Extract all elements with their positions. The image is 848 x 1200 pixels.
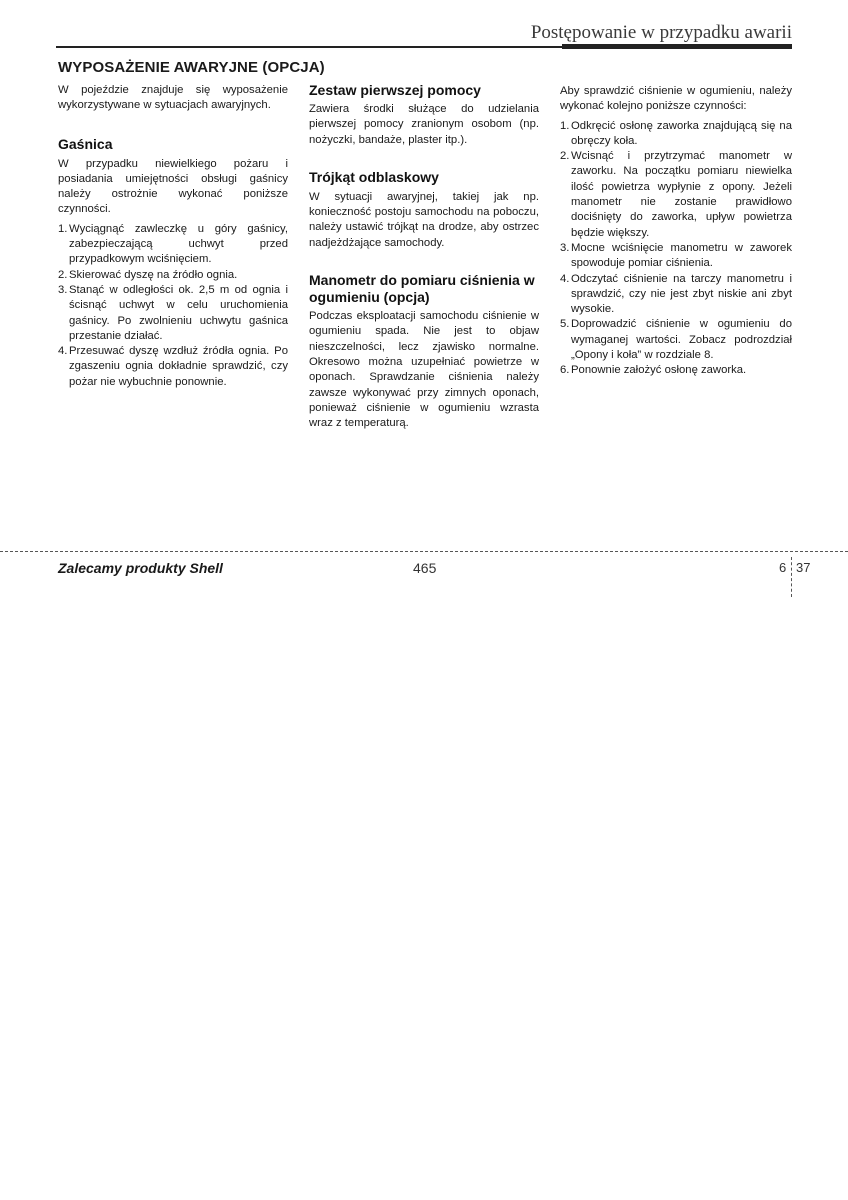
intro-paragraph: W pojeździe znajduje się wyposażenie wykorzystywane w sytuacjach awaryjnych.: [58, 84, 288, 112]
gauge-steps-intro: Aby sprawdzić ciśnienie w ogumieniu, należy wykonać kolejno poniższe czynności:: [560, 85, 792, 113]
step-number: 6.: [560, 364, 570, 377]
step-number: 1.: [58, 222, 68, 235]
step-number: 3.: [58, 283, 68, 296]
heading-pressure-gauge: Manometr do pomiaru ciśnienia w ogumieniu (opcja): [309, 272, 535, 306]
list-item: [560, 241, 792, 272]
footer-brand: Zalecamy produkty Shell: [58, 560, 223, 576]
heading-extinguisher: Gaśnica: [58, 135, 113, 152]
step-number: 2.: [58, 268, 68, 281]
heading-first-aid-kit: Zestaw pierwszej pomocy: [309, 82, 481, 98]
column-1: [58, 83, 288, 390]
first-aid-paragraph: Zawiera środki służące do udzielania pierwszej pomocy zranionym osobom (np. nożyczki, bandaże, plaster itp.).: [309, 103, 539, 146]
heading-warning-triangle: Trójkąt odblaskowy: [309, 168, 439, 185]
extinguisher-paragraph: W przypadku niewielkiego pożaru i posiadania umiejętności obsługi gaśnicy należy ostrożnie wykonać poniższe czynności.: [58, 157, 288, 216]
step-text: Doprowadzić ciśnienie w ogumieniu do wymaganej wartości. Zobacz podrozdział „Opony i koła” w rozdziale 8.: [571, 318, 792, 362]
column-2: [309, 82, 539, 431]
header-section-title: Postępowanie w przypadku awarii: [530, 22, 792, 43]
step-number: 4.: [58, 345, 68, 358]
step-text: Ponownie założyć osłonę zaworka.: [571, 364, 747, 377]
list-item: [560, 119, 792, 150]
footer-vertical-divider: [791, 557, 792, 597]
step-text: Przesuwać dyszę wzdłuż źródła ognia. Po zgaszeniu ognia dokładnie sprawdzić, czy pożar nie wybuchnie ponownie.: [69, 345, 288, 388]
triangle-paragraph: W sytuacji awaryjnej, takiej jak np. konieczność postoju samochodu na poboczu, należy ustawić trójkąt na drodze, aby ostrzec nadjeżdżające samochody.: [309, 190, 539, 249]
list-item: [58, 222, 288, 268]
header-rule-accent: [562, 44, 792, 49]
chapter-number: 6: [779, 560, 787, 575]
page-number: 465: [413, 560, 437, 576]
list-item: [560, 272, 792, 318]
step-number: 2.: [560, 150, 570, 163]
list-item: [58, 283, 288, 344]
extinguisher-steps: [58, 222, 288, 390]
step-number: 3.: [560, 241, 570, 254]
step-text: Odkręcić osłonę zaworka znajdującą się na obręczy koła.: [571, 119, 792, 147]
list-item: [560, 317, 792, 363]
step-text: Wyciągnąć zawleczkę u góry gaśnicy, zabezpieczającą uchwyt przed przypadkowym wciśnięciem.: [69, 222, 288, 266]
page-title: WYPOSAŻENIE AWARYJNE (OPCJA): [58, 59, 325, 76]
step-number: 1.: [560, 119, 570, 132]
step-text: Odczytać ciśnienie na tarczy manometru i sprawdzić, czy nie jest zbyt niskie ani zbyt wysokie.: [571, 272, 792, 316]
gauge-paragraph: Podczas eksploatacji samochodu ciśnienie w ogumieniu spada. Nie jest to objaw nieszczelności, lecz zjawisko normalne. Okresowo można uzupełniać powietrze w oponach. Sprawdzanie ciśnienia należy zawsze wykonywać przy zimnych oponach, ponieważ ciśnienie w ogumieniu wzrasta wraz z temperaturą.: [309, 310, 539, 430]
column-3: [560, 84, 792, 379]
step-number: 5.: [560, 318, 570, 331]
gauge-steps: [560, 119, 792, 379]
footer-divider: [0, 551, 848, 552]
chapter-page-number: 37: [796, 560, 811, 575]
list-item: [58, 268, 288, 283]
list-item: [58, 344, 288, 390]
step-text: Stanąć w odległości ok. 2,5 m od ognia i ścisnąć uchwyt w celu uruchomienia gaśnicy. Po zwolnieniu uchwytu gaśnica przestanie działać.: [69, 283, 288, 342]
step-text: Wcisnąć i przytrzymać manometr w zaworku. Na początku pomiaru niewielka ilość powietrza wypłynie z opony. Jeżeli manometr nie zostanie prawidłowo dociśnięty do zaworka, upływ powietrza będzie większy.: [571, 150, 792, 239]
step-text: Skierować dyszę na źródło ognia.: [69, 268, 238, 281]
step-number: 4.: [560, 272, 570, 285]
list-item: [560, 363, 792, 378]
step-text: Mocne wciśnięcie manometru w zaworek spowoduje pomiar ciśnienia.: [571, 241, 792, 270]
list-item: [560, 149, 792, 241]
